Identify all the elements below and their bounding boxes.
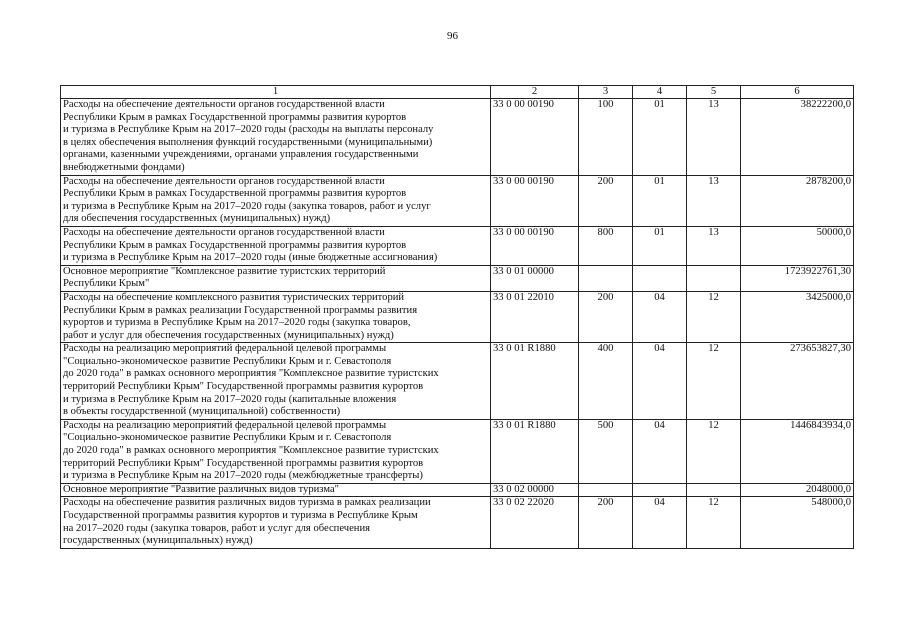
expense-type-code: 200 (579, 175, 633, 226)
section-code: 04 (633, 291, 687, 342)
expense-description (61, 291, 491, 342)
description-line: внебюджетными фондами) (63, 161, 185, 173)
subsection-code (687, 265, 741, 291)
description-line: для обеспечения государственных (муниципальных) нужд) (63, 213, 331, 225)
expense-type-code (579, 483, 633, 497)
description-line: на 2017–2020 годы (закупка товаров, работ и услуг для обеспечения (63, 522, 371, 534)
target-article-code: 33 0 01 R1880 (491, 343, 579, 420)
expense-type-code: 100 (579, 99, 633, 176)
description-line: в целях обеспечения выполнения функций государственными (муниципальными) (63, 136, 433, 148)
description-line: территорий Республики Крым" Государственной программы развития курортов (63, 457, 424, 469)
subsection-code: 13 (687, 175, 741, 226)
page-number: 96 (447, 30, 458, 42)
target-article-code: 33 0 02 22020 (491, 497, 579, 548)
description-line: территорий Республики Крым" Государственной программы развития курортов (63, 381, 424, 393)
description-line: Расходы на обеспечение деятельности органов государственной власти (63, 175, 385, 187)
description-line: и туризма в Республике Крым на 2017–2020 годы (закупка товаров, работ и услуг (63, 200, 431, 212)
subsection-code: 12 (687, 343, 741, 420)
column-header: 4 (633, 86, 687, 99)
description-line: Расходы на обеспечение деятельности органов государственной власти (63, 99, 385, 110)
expense-type-code: 400 (579, 343, 633, 420)
description-line: до 2020 года" в рамках основного мероприятия "Комплексное развитие туристских (63, 368, 439, 380)
section-code: 01 (633, 175, 687, 226)
description-line: Расходы на обеспечение развития различных видов туризма в рамках реализации (63, 497, 431, 509)
description-line: Республики Крым в рамках Государственной программы развития курортов (63, 239, 407, 251)
header-row (61, 86, 854, 99)
description-line: Расходы на реализацию мероприятий федеральной целевой программы (63, 343, 387, 355)
target-article-code: 33 0 00 00190 (491, 175, 579, 226)
description-line: Основное мероприятие "Развитие различных видов туризма" (63, 483, 340, 495)
table-body (61, 99, 854, 549)
table-row (61, 483, 854, 497)
amount-value: 3425000,0 (741, 291, 854, 342)
description-line: органами, казенными учреждениями, органами управления государственными (63, 149, 419, 161)
table-row (61, 343, 854, 420)
amount-value: 2878200,0 (741, 175, 854, 226)
amount-value: 548000,0 (741, 497, 854, 548)
column-header: 1 (61, 86, 491, 99)
expense-type-code: 200 (579, 497, 633, 548)
expense-description (61, 99, 491, 176)
expense-description (61, 343, 491, 420)
description-line: Расходы на реализацию мероприятий федеральной целевой программы (63, 419, 387, 431)
subsection-code: 12 (687, 497, 741, 548)
description-line: курортов и туризма в Республике Крым на 2017–2020 годы (закупка товаров, (63, 317, 411, 329)
amount-value: 1723922761,30 (741, 265, 854, 291)
subsection-code: 13 (687, 226, 741, 265)
target-article-code: 33 0 00 00190 (491, 226, 579, 265)
expense-description (61, 226, 491, 265)
table-row (61, 265, 854, 291)
description-line: государственных (муниципальных) нужд) (63, 535, 253, 547)
column-header: 5 (687, 86, 741, 99)
description-line: Расходы на обеспечение комплексного развития туристических территорий (63, 291, 405, 303)
description-line: Республики Крым в рамках реализации Государственной программы развития (63, 304, 418, 316)
amount-value: 2048000,0 (741, 483, 854, 497)
section-code (633, 483, 687, 497)
target-article-code: 33 0 01 R1880 (491, 419, 579, 483)
target-article-code: 33 0 00 00190 (491, 99, 579, 176)
target-article-code: 33 0 01 22010 (491, 291, 579, 342)
table-row (61, 291, 854, 342)
column-header: 3 (579, 86, 633, 99)
expense-description (61, 175, 491, 226)
expense-type-code: 200 (579, 291, 633, 342)
description-line: Основное мероприятие "Комплексное развитие туристских территорий (63, 265, 386, 277)
table-row (61, 99, 854, 176)
description-line: Республики Крым в рамках Государственной программы развития курортов (63, 111, 407, 123)
section-code (633, 265, 687, 291)
description-line: "Социально-экономическое развитие Республики Крым и г. Севастополя (63, 355, 392, 367)
section-code: 04 (633, 497, 687, 548)
table-row (61, 497, 854, 548)
description-line: и туризма в Республике Крым на 2017–2020 годы (межбюджетные трансферты) (63, 470, 423, 482)
amount-value: 50000,0 (741, 226, 854, 265)
column-header: 6 (741, 86, 854, 99)
description-line: Расходы на обеспечение деятельности органов государственной власти (63, 226, 385, 238)
budget-table (60, 85, 854, 549)
amount-value: 38222200,0 (741, 99, 854, 176)
expense-description (61, 497, 491, 548)
expense-type-code: 800 (579, 226, 633, 265)
description-line: "Социально-экономическое развитие Республики Крым и г. Севастополя (63, 432, 392, 444)
expense-type-code (579, 265, 633, 291)
target-article-code: 33 0 02 00000 (491, 483, 579, 497)
description-line: в объекты государственной (муниципальной) собственности) (63, 406, 341, 418)
target-article-code: 33 0 01 00000 (491, 265, 579, 291)
expense-description (61, 419, 491, 483)
table-row (61, 226, 854, 265)
subsection-code: 13 (687, 99, 741, 176)
table-row (61, 419, 854, 483)
expense-description (61, 265, 491, 291)
description-line: и туризма в Республике Крым на 2017–2020 годы (иные бюджетные ассигнования) (63, 252, 438, 264)
section-code: 04 (633, 419, 687, 483)
subsection-code: 12 (687, 419, 741, 483)
expense-type-code: 500 (579, 419, 633, 483)
section-code: 04 (633, 343, 687, 420)
description-line: Республики Крым" (63, 278, 150, 290)
description-line: и туризма в Республике Крым на 2017–2020 годы (капитальные вложения (63, 393, 397, 405)
subsection-code (687, 483, 741, 497)
description-line: Государственной программы развития курортов и туризма в Республике Крым (63, 510, 418, 521)
expense-description (61, 483, 491, 497)
description-line: до 2020 года" в рамках основного мероприятия "Комплексное развитие туристских (63, 445, 439, 457)
description-line: Республики Крым в рамках Государственной программы развития курортов (63, 188, 407, 200)
subsection-code: 12 (687, 291, 741, 342)
table-row (61, 175, 854, 226)
amount-value: 1446843934,0 (741, 419, 854, 483)
column-header: 2 (491, 86, 579, 99)
section-code: 01 (633, 226, 687, 265)
description-line: и туризма в Республике Крым на 2017–2020 годы (расходы на выплаты персоналу (63, 124, 434, 136)
section-code: 01 (633, 99, 687, 176)
description-line: работ и услуг для обеспечения государственных (муниципальных) нужд) (63, 329, 394, 341)
amount-value: 273653827,30 (741, 343, 854, 420)
